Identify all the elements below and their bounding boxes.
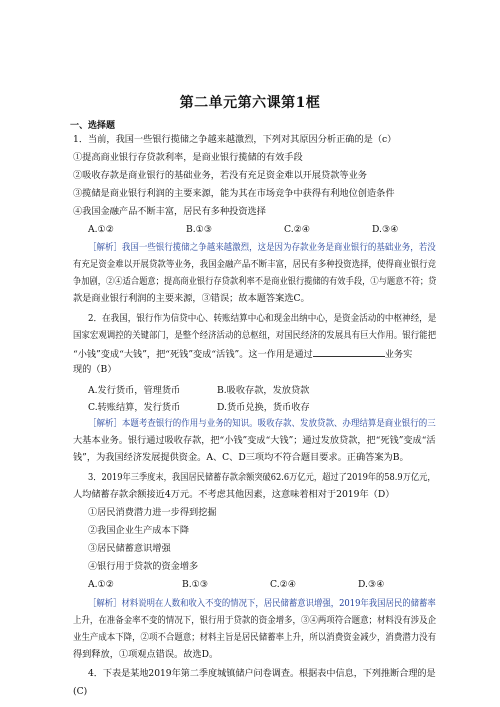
question-2-stem: 国家宏观调控的关键部门，是整个经济活动的总枢纽，对国民经济的发展具有巨大作用。银行能把: [73, 330, 437, 341]
question-3-stem: 人均储蓄存款余额接近4万元。不考虑其他因素，这意味着相对于2019年（D）: [73, 489, 395, 500]
analysis-line: ［解析］我国一些银行揽储之争越来越激烈，这是因为存款业务是商业银行的基础业务，若没: [88, 242, 436, 253]
question-4-answer: (C): [73, 686, 88, 697]
section-heading: 一、选择题: [70, 121, 116, 131]
page-title: 第二单元第六课第1框: [179, 95, 321, 111]
question-2-stem: 2．在我国，银行作为信贷中心、转账结算中心和现金出纳中心，是资金活动的中枢神经，是: [88, 313, 437, 324]
question-2-stem: 现的（B）: [73, 364, 117, 375]
question-4-stem: 4．下表是某地2019年第二季度城镇储户问卷调查。根据表中信息，下列推断合理的是: [88, 668, 436, 679]
question-2-stem: [73, 347, 412, 361]
question-2-analysis: 钱”，为我国经济发展提供资金。A、C、D三项均不符合题目要求。正确答案为B。: [73, 452, 409, 463]
question-2-option-b: B.吸收存款，发放贷款: [217, 385, 310, 396]
question-1-analysis: [88, 242, 436, 254]
stem-text: “小钱”变成“大钱”，把“死钱”变成“活钱”。这一作用是通过: [73, 349, 313, 360]
question-3-item: ②我国企业生产成本下降: [88, 525, 190, 536]
question-2-analysis: 大基本业务。银行通过吸收存款，把“小钱”变成“大钱”；通过发放贷款，把“死钱”变成“活: [73, 435, 436, 446]
question-1-analysis: 款是商业银行利润的主要来源，③错误；故本题答案选C。: [73, 293, 310, 304]
question-3-analysis: [88, 598, 436, 610]
question-3-analysis: 得到释放，①项观点错误。故选D。: [73, 649, 219, 660]
analysis-line: ［解析］本题考查银行的作用与业务的知识。吸收存款、发放贷款、办理结算是商业银行的三: [88, 418, 436, 429]
question-1-option-b: B.①③: [186, 224, 213, 235]
question-3-analysis: 业生产成本下降，②项不合题意；材料主旨是居民储蓄率上升，所以消费资金减少，消费潜力没有: [73, 632, 437, 643]
question-1-stem: 1．当前，我国一些银行揽储之争越来越激烈，下列对其原因分析正确的是（c）: [73, 134, 397, 145]
question-3-item: ④银行用于贷款的资金增多: [88, 561, 199, 572]
question-1-option-a: A.①②: [88, 224, 115, 235]
question-3-analysis: 上升，在准备金率不变的情况下，银行用于贷款的资金增多，③④两项符合题意；材料没有涉及企: [73, 615, 437, 626]
question-1-option-d: D.③④: [372, 224, 399, 235]
question-1-analysis: 有充足资金难以开展贷款等业务，我国金融产品不断丰富，居民有多种投资选择，使得商业银行竞: [73, 259, 437, 270]
question-1-item: ③揽储是商业银行利润的主要来源，能为其在市场竞争中获得有利地位创造条件: [73, 188, 395, 199]
question-2-analysis: [88, 418, 436, 430]
question-2-option-d: D.货币兑换，货币收存: [217, 402, 310, 413]
question-3-option-c: C.②④: [270, 579, 297, 590]
analysis-line: ［解析］材料说明在人数和收入不变的情况下，居民储蓄意识增强，2019年我国居民的储蓄率: [88, 598, 436, 609]
question-1-analysis: 争加剧，②④适合题意；提高商业银行存贷款利率不是商业银行揽储的有效手段，①与题意不符；贷: [73, 276, 437, 287]
question-1-item: ②吸收存款是商业银行的基础业务，若没有充足资金难以开展贷款等业务: [73, 170, 367, 181]
question-1-option-c: C.②④: [284, 224, 311, 235]
question-3-option-a: A.①②: [88, 579, 115, 590]
stem-text: 业务实: [384, 349, 413, 360]
question-1-item: ①提高商业银行存贷款利率，是商业银行揽储的有效手段: [73, 152, 303, 163]
question-3-option-b: B.①③: [182, 579, 209, 590]
fill-blank: [313, 347, 385, 357]
question-3-stem: 3．2019年三季度末，我国居民储蓄存款余额突破62.6万亿元，超过了2019年的58.9万亿元，: [88, 472, 436, 483]
question-1-item: ④我国金融产品不断丰富，居民有多种投资选择: [73, 206, 266, 217]
question-2-option-a: A.发行货币，管理货币: [88, 385, 181, 396]
question-3-option-d: D.③④: [358, 579, 385, 590]
question-3-item: ③居民储蓄意识增强: [88, 543, 171, 554]
question-3-item: ①居民消费潜力进一步得到挖掘: [88, 507, 217, 518]
question-2-option-c: C.转账结算，发行货币: [88, 402, 181, 413]
